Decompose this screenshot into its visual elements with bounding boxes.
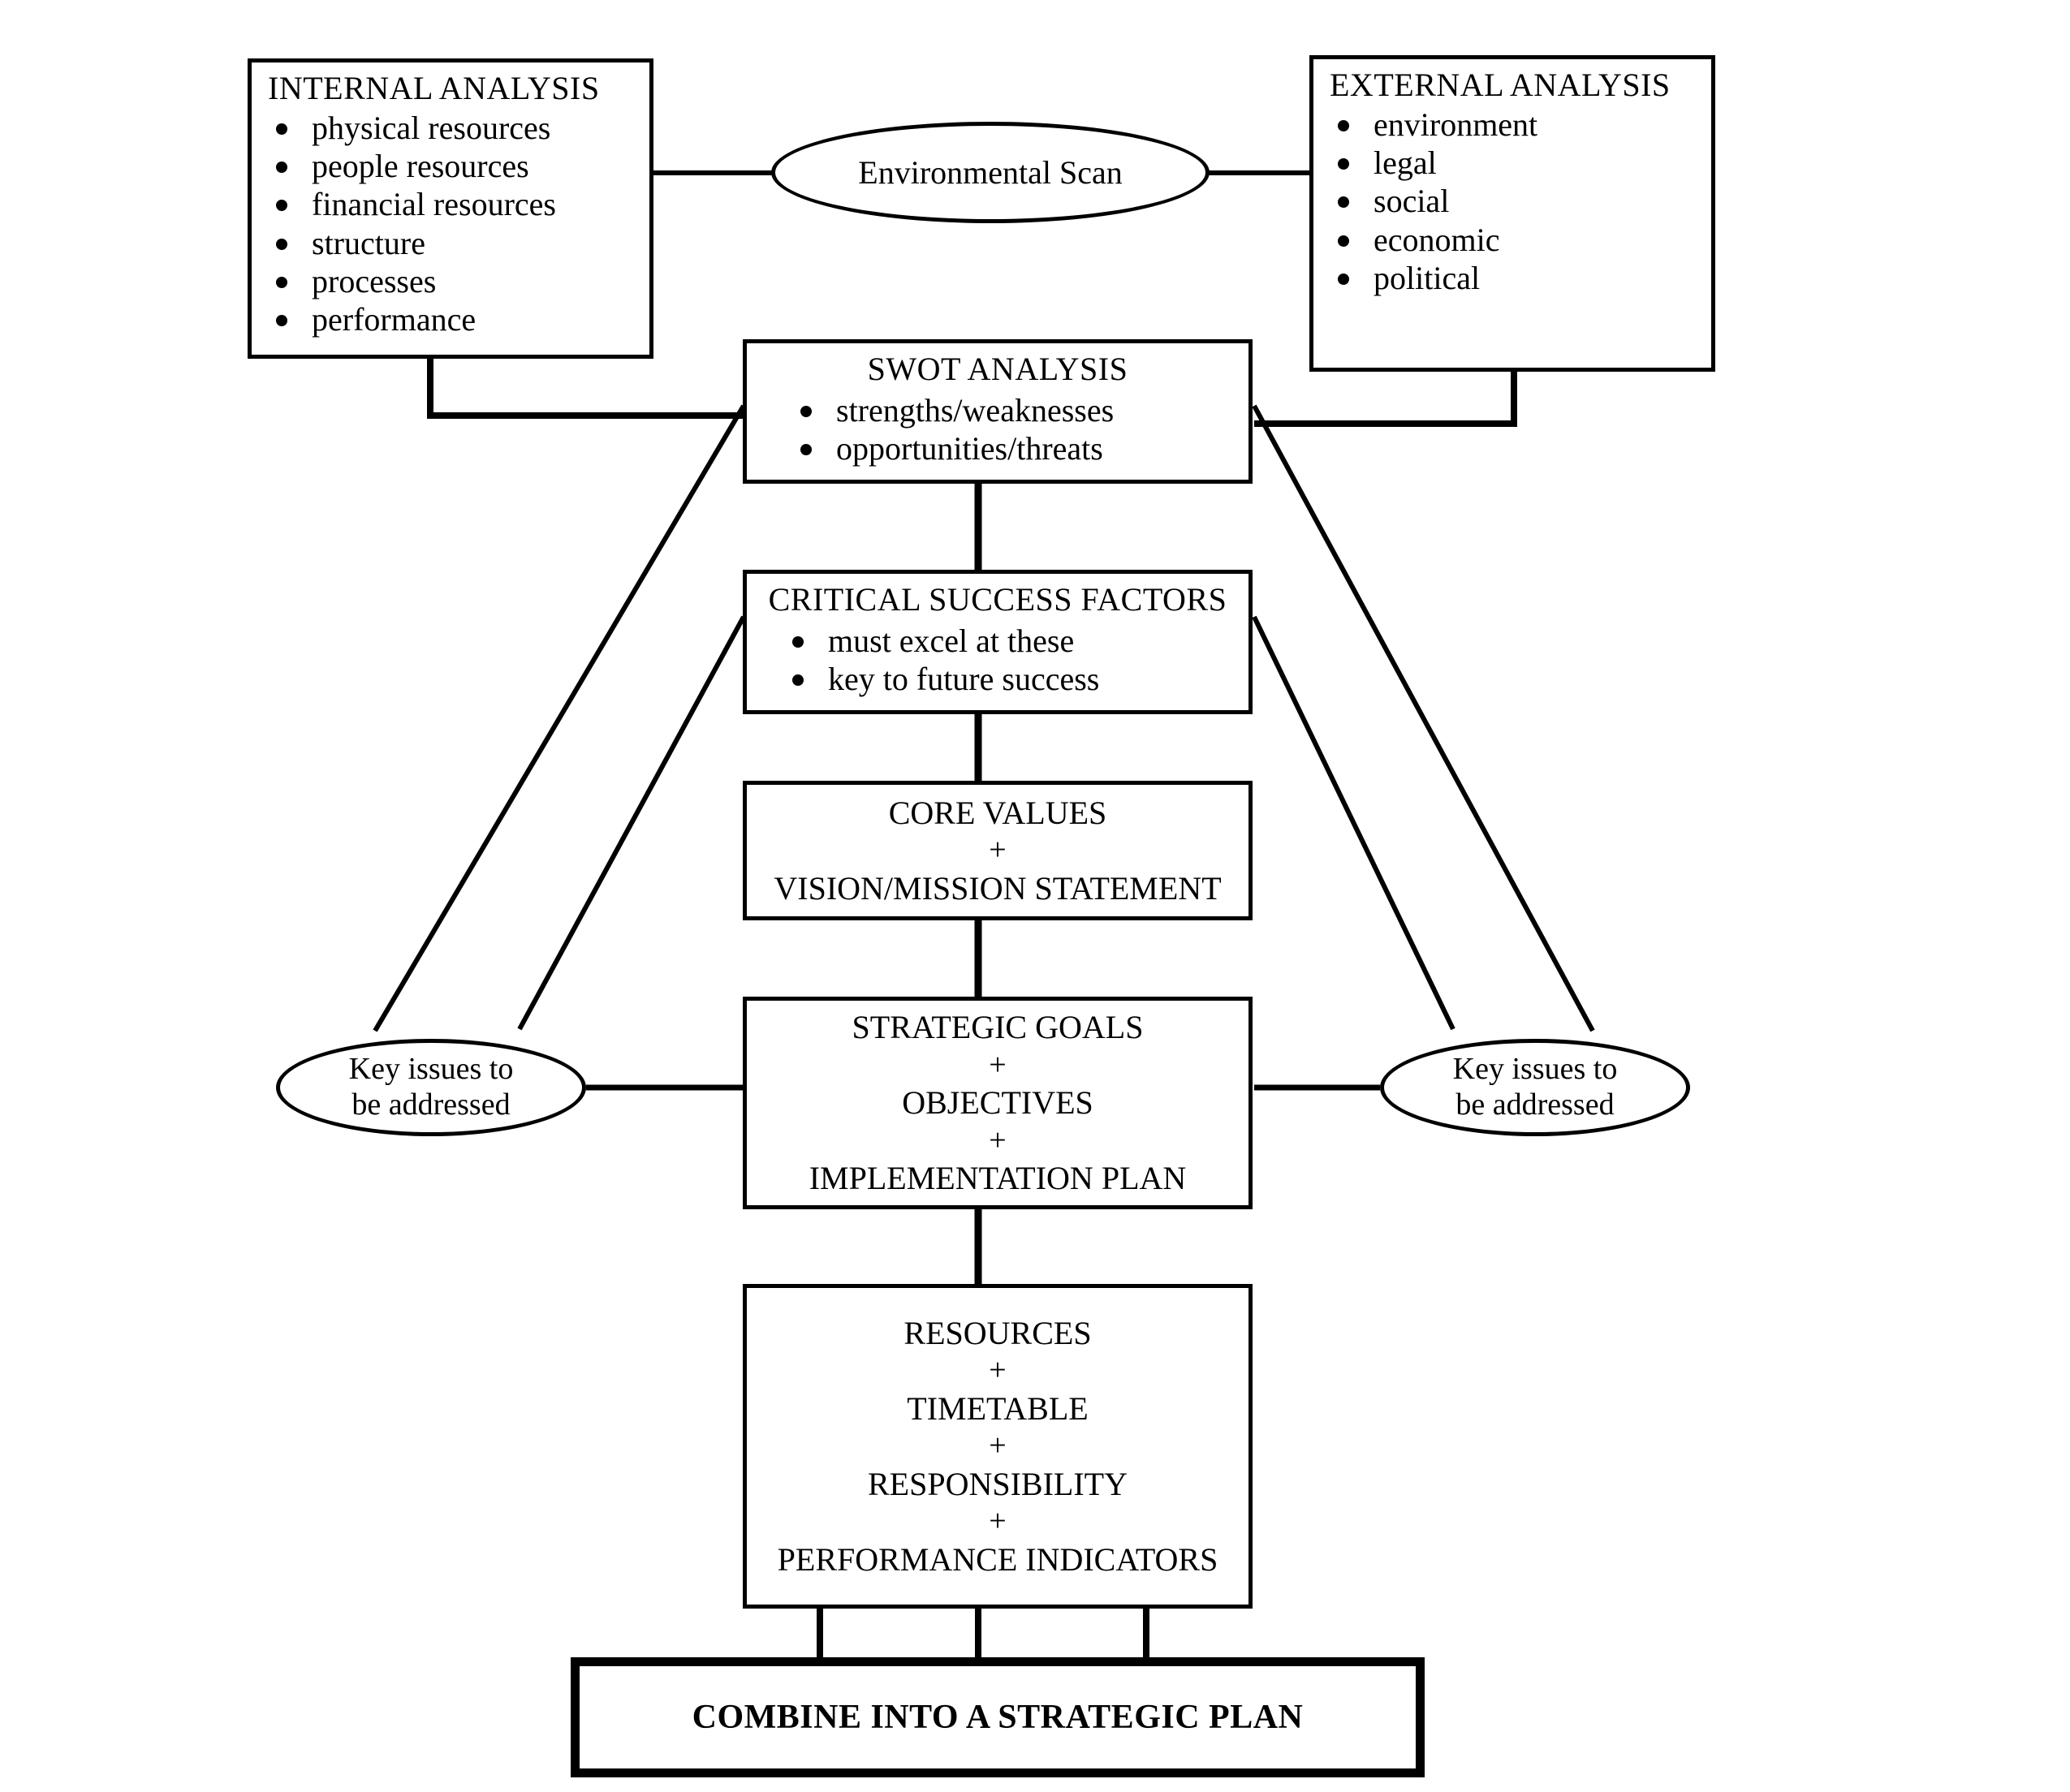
node-strategic-goals: [743, 997, 1253, 1209]
swot-bullets: [786, 391, 1248, 467]
key-issues-right-line-2: be addressed: [1455, 1088, 1615, 1122]
list-item: environment: [1323, 106, 1711, 144]
core-values-line-1: CORE VALUES: [888, 794, 1107, 831]
list-item: legal: [1323, 144, 1711, 182]
external-analysis-title: EXTERNAL ANALYSIS: [1330, 67, 1671, 103]
node-combine-into-strategic-plan: [571, 1657, 1425, 1777]
resources-line-4: PERFORMANCE INDICATORS: [777, 1540, 1218, 1578]
list-item: physical resources: [261, 109, 649, 147]
core-values-line-2: VISION/MISSION STATEMENT: [774, 869, 1222, 907]
node-internal-analysis: [248, 58, 653, 359]
swot-title: SWOT ANALYSIS: [867, 351, 1128, 387]
csf-title: CRITICAL SUCCESS FACTORS: [768, 581, 1227, 618]
list-item: strengths/weaknesses: [786, 391, 1248, 429]
core-values-plus-1: +: [989, 833, 1007, 868]
resources-plus-2: +: [989, 1428, 1007, 1463]
node-environmental-scan: [771, 122, 1210, 223]
node-key-issues-left: [276, 1039, 586, 1136]
internal-analysis-title: INTERNAL ANALYSIS: [268, 70, 600, 106]
strategic-goals-plus-2: +: [989, 1122, 1007, 1157]
resources-plus-3: +: [989, 1504, 1007, 1539]
csf-bullets: [778, 622, 1248, 698]
list-item: processes: [261, 262, 649, 300]
list-item: political: [1323, 259, 1711, 297]
resources-line-3: RESPONSIBILITY: [867, 1465, 1128, 1502]
list-item: structure: [261, 224, 649, 262]
key-issues-right-text: [1453, 1052, 1618, 1122]
strategic-goals-plus-1: +: [989, 1047, 1007, 1082]
resources-line-1: RESOURCES: [903, 1314, 1092, 1351]
strategic-goals-line-3: IMPLEMENTATION PLAN: [809, 1160, 1187, 1197]
strategic-goals-line-1: STRATEGIC GOALS: [852, 1009, 1144, 1046]
key-issues-left-line-1: Key issues to: [348, 1052, 514, 1087]
node-swot-analysis: [743, 339, 1253, 484]
external-analysis-bullets: [1323, 106, 1711, 297]
list-item: social: [1323, 182, 1711, 220]
strategic-goals-line-2: OBJECTIVES: [902, 1084, 1093, 1122]
list-item: economic: [1323, 221, 1711, 259]
internal-analysis-bullets: [261, 109, 649, 338]
key-issues-left-text: [349, 1052, 514, 1122]
node-critical-success-factors: [743, 570, 1253, 714]
resources-line-2: TIMETABLE: [907, 1389, 1089, 1427]
list-item: key to future success: [778, 660, 1248, 698]
resources-plus-1: +: [989, 1353, 1007, 1388]
list-item: must excel at these: [778, 622, 1248, 660]
list-item: opportunities/threats: [786, 429, 1248, 467]
list-item: performance: [261, 300, 649, 338]
list-item: people resources: [261, 147, 649, 185]
environmental-scan-label: Environmental Scan: [858, 154, 1123, 191]
list-item: financial resources: [261, 185, 649, 223]
combine-label: COMBINE INTO A STRATEGIC PLAN: [692, 1699, 1304, 1736]
node-external-analysis: [1309, 55, 1715, 372]
node-resources: [743, 1284, 1253, 1609]
key-issues-right-line-1: Key issues to: [1452, 1052, 1618, 1087]
node-core-values: [743, 781, 1253, 920]
node-key-issues-right: [1380, 1039, 1690, 1136]
key-issues-left-line-2: be addressed: [351, 1088, 511, 1122]
